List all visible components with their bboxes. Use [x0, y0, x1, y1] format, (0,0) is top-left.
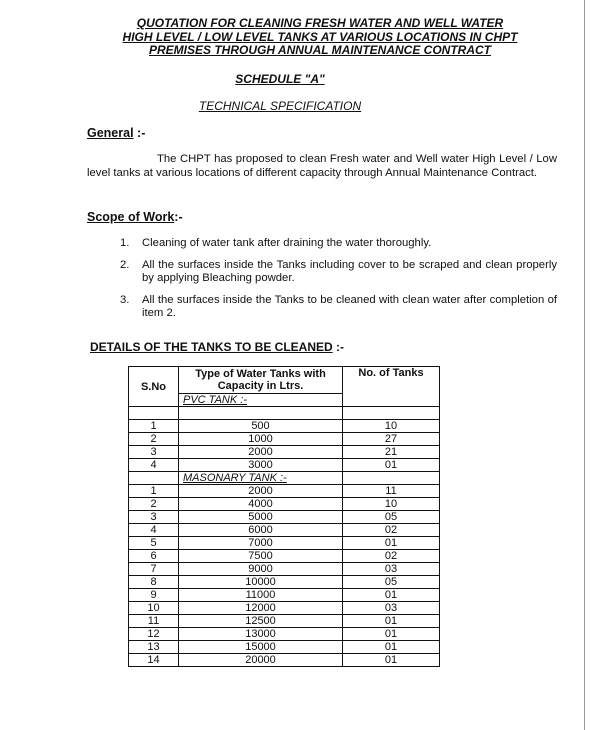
sno-cell: 1: [129, 485, 179, 498]
capacity-cell: 2000: [179, 485, 343, 498]
count-cell: 01: [343, 641, 440, 654]
sno-cell: 12: [129, 628, 179, 641]
count-cell: 05: [343, 511, 440, 524]
scope-heading-suffix: :-: [174, 210, 183, 224]
count-cell: 10: [343, 420, 440, 433]
capacity-cell: 7000: [179, 537, 343, 550]
pvc-tank-label: PVC TANK :-: [179, 394, 343, 407]
table-row: [129, 537, 440, 550]
schedule-heading: SCHEDULE "A": [235, 72, 325, 86]
capacity-cell: 15000: [179, 641, 343, 654]
general-heading-text: General: [87, 126, 134, 140]
list-item: [120, 259, 557, 286]
masonary-rows: [129, 485, 440, 667]
tanks-table: [128, 366, 440, 667]
list-item-text: All the surfaces inside the Tanks to be cleaned with clean water after completion of item 2.: [142, 293, 557, 319]
sno-cell: 3: [129, 511, 179, 524]
count-cell: 27: [343, 433, 440, 446]
table-row: [129, 589, 440, 602]
list-item: [120, 237, 557, 251]
capacity-cell: 7500: [179, 550, 343, 563]
table-row: [129, 446, 440, 459]
sno-cell: 6: [129, 550, 179, 563]
table-row: [129, 628, 440, 641]
general-heading: [87, 126, 145, 140]
sno-cell: 2: [129, 433, 179, 446]
sno-cell: 3: [129, 446, 179, 459]
table-row: [129, 641, 440, 654]
list-item-text: Cleaning of water tank after draining the water thoroughly.: [142, 237, 432, 249]
table-row: [129, 550, 440, 563]
count-cell: 02: [343, 524, 440, 537]
table-row: [129, 602, 440, 615]
count-cell: 03: [343, 563, 440, 576]
list-item-number: 1.: [120, 237, 130, 249]
sno-cell: 4: [129, 524, 179, 537]
table-row: [129, 563, 440, 576]
sno-cell: 7: [129, 563, 179, 576]
general-heading-suffix: :-: [133, 126, 146, 140]
sno-cell: 10: [129, 602, 179, 615]
title-line-1: QUOTATION FOR CLEANING FRESH WATER AND WELL WATER: [136, 16, 504, 30]
details-heading-text: DETAILS OF THE TANKS TO BE CLEANED: [90, 340, 333, 354]
count-cell: 10: [343, 498, 440, 511]
table-row: [129, 459, 440, 472]
table-row: [129, 524, 440, 537]
table-row: [129, 615, 440, 628]
count-cell: 03: [343, 602, 440, 615]
title-line-3: PREMISES THROUGH ANNUAL MAINTENANCE CONTRACT: [149, 43, 491, 57]
sno-cell: 5: [129, 537, 179, 550]
scope-list: [120, 237, 557, 321]
capacity-cell: 1000: [179, 433, 343, 446]
capacity-cell: 10000: [179, 576, 343, 589]
table-header-row: [129, 367, 440, 394]
header-count: No. of Tanks: [343, 367, 440, 407]
count-cell: 21: [343, 446, 440, 459]
sno-cell: 2: [129, 498, 179, 511]
sno-cell: 8: [129, 576, 179, 589]
sno-cell: 14: [129, 654, 179, 667]
list-item: [120, 294, 557, 321]
count-cell: 01: [343, 537, 440, 550]
count-cell: 11: [343, 485, 440, 498]
details-heading-suffix: :-: [332, 340, 344, 354]
table-row: [129, 576, 440, 589]
table-row: [129, 433, 440, 446]
general-paragraph: [87, 153, 557, 180]
capacity-cell: 9000: [179, 563, 343, 576]
sno-cell: 9: [129, 589, 179, 602]
list-item-number: 3.: [120, 293, 130, 306]
table-row: [129, 654, 440, 667]
capacity-cell: 2000: [179, 446, 343, 459]
sno-cell: 1: [129, 420, 179, 433]
capacity-cell: 6000: [179, 524, 343, 537]
document-title: [40, 17, 600, 58]
count-cell: 01: [343, 654, 440, 667]
capacity-cell: 11000: [179, 589, 343, 602]
technical-specification-heading: TECHNICAL SPECIFICATION: [198, 99, 362, 113]
count-cell: 01: [343, 589, 440, 602]
sno-cell: 13: [129, 641, 179, 654]
capacity-cell: 20000: [179, 654, 343, 667]
list-item-text: All the surfaces inside the Tanks including cover to be scraped and clean properly by applying Bleaching powder.: [142, 258, 557, 284]
sno-cell: 4: [129, 459, 179, 472]
header-type: Type of Water Tanks with Capacity in Ltrs.: [179, 367, 343, 394]
details-heading: [90, 340, 344, 354]
capacity-cell: 500: [179, 420, 343, 433]
count-cell: 01: [343, 459, 440, 472]
general-text: The CHPT has proposed to clean Fresh water and Well water High Level / Low level tanks at various locations of different capacity through Annual Maintenance Contract.: [87, 153, 557, 179]
capacity-cell: 12500: [179, 615, 343, 628]
masonary-label-row: [129, 472, 440, 485]
capacity-cell: 5000: [179, 511, 343, 524]
count-cell: 01: [343, 615, 440, 628]
count-cell: 01: [343, 628, 440, 641]
pvc-rows: [129, 420, 440, 472]
header-sno: S.No: [129, 367, 179, 407]
list-item-number: 2.: [120, 258, 130, 271]
capacity-cell: 3000: [179, 459, 343, 472]
masonary-tank-label: MASONARY TANK :-: [179, 472, 343, 485]
scope-heading: [87, 210, 183, 224]
count-cell: 05: [343, 576, 440, 589]
capacity-cell: 4000: [179, 498, 343, 511]
capacity-cell: 12000: [179, 602, 343, 615]
table-row: [129, 407, 440, 420]
table-row: [129, 485, 440, 498]
table-row: [129, 511, 440, 524]
title-line-2: HIGH LEVEL / LOW LEVEL TANKS AT VARIOUS LOCATIONS IN CHPT: [122, 29, 518, 44]
table-row: [129, 420, 440, 433]
table-row: [129, 498, 440, 511]
scope-heading-text: Scope of Work: [87, 210, 175, 224]
count-cell: 02: [343, 550, 440, 563]
capacity-cell: 13000: [179, 628, 343, 641]
sno-cell: 11: [129, 615, 179, 628]
